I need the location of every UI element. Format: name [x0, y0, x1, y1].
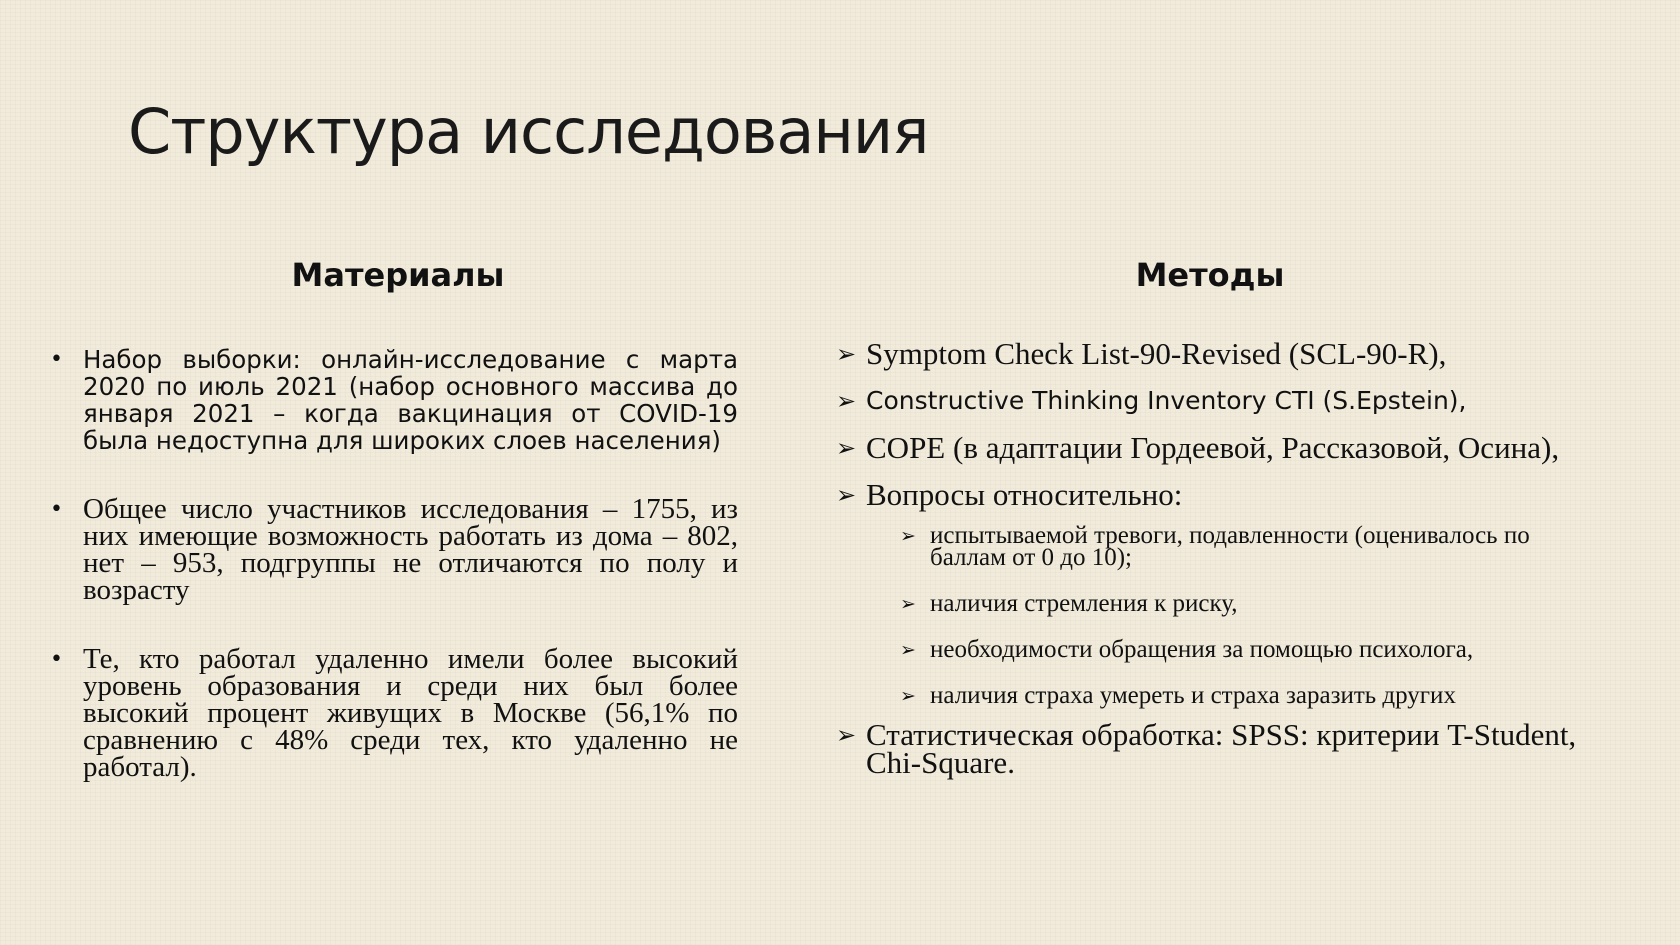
- slide-title: Структура исследования: [128, 95, 929, 168]
- questions-subitem-anxiety: [900, 522, 1606, 571]
- bullet-icon: •: [50, 347, 63, 372]
- questions-sublist: [900, 522, 1606, 709]
- arrow-bullet-icon: ➢: [900, 639, 916, 661]
- arrow-bullet-icon: ➢: [836, 340, 857, 368]
- methods-item-text: COPE (в адаптации Гордеевой, Рассказовой, Осина),: [866, 430, 1560, 465]
- materials-item-participants: [48, 493, 738, 606]
- methods-item-text: Статистическая обработка: SPSS: критерии T-Student, Chi-Square.: [866, 717, 1577, 780]
- bullet-icon: •: [50, 497, 63, 522]
- methods-item-cope: [836, 430, 1606, 465]
- methods-item-text: Constructive Thinking Inventory CTI (S.Epstein),: [866, 386, 1467, 415]
- subitem-text: наличия стремления к риску,: [930, 590, 1238, 617]
- materials-item-text: Набор выборки: онлайн-исследование с марта 2020 по июль 2021 (набор основного массива до января 2021 – когда вакцинация от COVID-19 была недоступна для широких слоев населения): [83, 345, 738, 455]
- methods-item-statistics: [836, 717, 1606, 780]
- materials-heading: Материалы: [291, 256, 505, 294]
- subitem-text: необходимости обращения за помощью психолога,: [930, 636, 1474, 663]
- subitem-text: испытываемой тревоги, подавленности (оценивалось по баллам от 0 до 10);: [930, 522, 1530, 571]
- bullet-icon: •: [50, 647, 63, 672]
- methods-item-scl90: [836, 336, 1606, 371]
- arrow-bullet-icon: ➢: [836, 434, 857, 462]
- questions-subitem-psychologist: [900, 636, 1606, 663]
- materials-item-sampling: [48, 346, 738, 454]
- questions-subitem-risk: [900, 590, 1606, 617]
- arrow-bullet-icon: ➢: [836, 387, 857, 415]
- questions-subitem-fear: [900, 682, 1606, 709]
- materials-list: [48, 346, 738, 781]
- methods-item-text: Symptom Check List-90-Revised (SCL-90-R),: [866, 336, 1447, 371]
- materials-item-text: Те, кто работал удаленно имели более высокий уровень образования и среди них был более высокий процент живущих в Москве (56,1% по сравнению с 48% среди тех, кто удаленно не работал).: [83, 643, 738, 783]
- arrow-bullet-icon: ➢: [836, 481, 857, 509]
- arrow-bullet-icon: ➢: [900, 685, 916, 707]
- arrow-bullet-icon: ➢: [900, 525, 916, 547]
- methods-list: [836, 336, 1606, 780]
- methods-item-cti: [836, 387, 1606, 415]
- materials-item-text: Общее число участников исследования – 1755, из них имеющие возможность работать из дома – 802, нет – 953, подгруппы не отличаются по полу и возрасту: [83, 493, 738, 606]
- methods-item-text: Вопросы относительно:: [866, 477, 1183, 512]
- methods-heading: Методы: [1135, 256, 1285, 294]
- materials-item-remote-workers: [48, 643, 738, 783]
- arrow-bullet-icon: ➢: [900, 593, 916, 615]
- subitem-text: наличия страха умереть и страха заразить других: [930, 682, 1456, 709]
- methods-item-questions: [836, 477, 1606, 709]
- arrow-bullet-icon: ➢: [836, 721, 857, 749]
